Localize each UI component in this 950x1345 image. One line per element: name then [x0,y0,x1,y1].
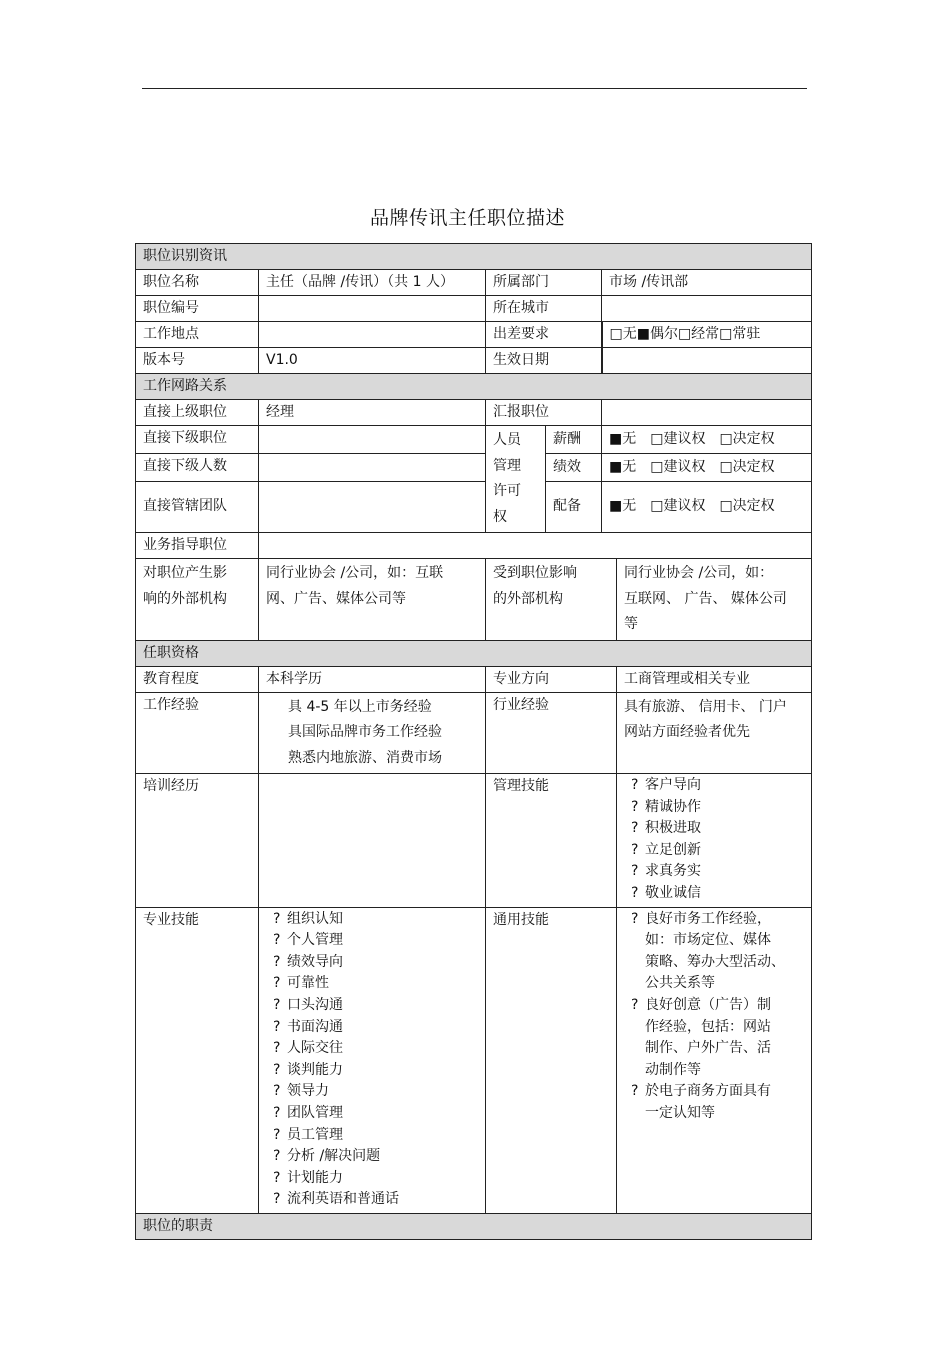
label-subordinate: 直接下级职位 [136,426,259,454]
text-line: 熟悉内地旅游、消费市场 [288,749,442,766]
section-duties: 职位的职责 [136,1213,812,1239]
label-subordinate-count: 直接下级人数 [136,453,259,481]
text-line: 同行业协会 /公司，如： [624,565,774,581]
label-training: 培训经历 [136,774,259,908]
authority-value-performance: ■无 □建议权 □决定权 [602,453,812,481]
text-line: 受到职位影响 [493,565,577,581]
list-item: ? 积极进取 [631,820,701,837]
label-work-experience: 工作经验 [136,692,259,774]
label-team: 直接管辖团队 [136,481,259,532]
label-effective-date: 生效日期 [486,348,602,374]
label-professional-skills: 专业技能 [136,907,259,1213]
list-item: ? 口头沟通 [273,996,343,1013]
list-item: ? 良好创意（广告）制 [631,996,771,1013]
value-major: 工商管理或相关专业 [617,666,812,692]
authority-line: 许可 [493,483,521,499]
value-management-skills [617,774,812,908]
list-item: ? 於电子商务方面具有 [631,1083,771,1100]
section-identity: 职位识别资讯 [136,244,812,270]
text-line: 网、广告、媒体公司等 [266,590,406,607]
label-general-skills: 通用技能 [486,907,617,1213]
value-department: 市场 /传讯部 [602,270,812,296]
text-line: 如：市场定位、媒体 [645,932,771,949]
authority-item-staffing: 配备 [546,481,602,532]
label-travel: 出差要求 [486,322,602,348]
authority-line: 权 [493,508,507,525]
label-city: 所在城市 [486,296,602,322]
list-item: ? 良好市务工作经验， [631,910,771,927]
list-item: ? 计划能力 [273,1169,343,1186]
label-report-to: 汇报职位 [486,400,602,426]
value-influenced [617,559,812,641]
label-management-skills: 管理技能 [486,774,617,908]
value-subordinate [259,426,486,454]
list-item: ? 客户导向 [631,777,701,793]
text-line: 策略、筹办大型活动、 [645,953,785,970]
list-item: ? 流利英语和普通话 [273,1191,399,1208]
text-line: 对职位产生影 [143,565,227,581]
job-description-table [135,243,812,1240]
label-work-location: 工作地点 [136,322,259,348]
text-line: 同行业协会 /公司，如：互联 [266,565,444,581]
value-travel: □无■偶尔□经常□常驻 [602,322,812,348]
value-work-location [259,322,486,348]
list-item: ? 个人管理 [273,932,343,949]
text-line: 响的外部机构 [143,590,227,607]
list-item: ? 分析 /解决问题 [273,1148,381,1165]
value-professional-skills [259,907,486,1213]
authority-value-salary: ■无 □建议权 □决定权 [602,426,812,454]
text-line: 一定认知等 [645,1104,715,1121]
value-industry-experience [617,692,812,774]
value-training [259,774,486,908]
text-line: 具国际品牌市务工作经验 [288,724,442,740]
list-item: ? 组织认知 [273,910,343,927]
label-industry-experience: 行业经验 [486,692,617,774]
document-title: 品牌传讯主任职位描述 [369,207,565,229]
value-position-code [259,296,486,322]
label-major: 专业方向 [486,666,617,692]
label-department: 所属部门 [486,270,602,296]
label-position-code: 职位编号 [136,296,259,322]
value-subordinate-count [259,453,486,481]
value-report-to [602,400,812,426]
text-line: 的外部机构 [493,590,563,607]
value-version: V1.0 [259,348,486,374]
label-superior: 直接上级职位 [136,400,259,426]
value-city [602,296,812,322]
value-general-skills [617,907,812,1213]
text-line: 作经验，包括：网站 [645,1018,771,1035]
list-item: ? 精诚协作 [631,798,701,815]
text-line: 等 [624,616,638,632]
list-item: ? 员工管理 [273,1126,343,1143]
value-guidance [259,533,812,559]
label-authority [486,426,546,533]
value-work-experience [259,692,486,774]
label-education: 教育程度 [136,666,259,692]
text-line: 具 4-5 年以上市务经验 [288,698,432,715]
list-item: ? 团队管理 [273,1104,343,1121]
text-line: 互联网、 广告、 媒体公司 [624,590,787,607]
list-item: ? 立足创新 [631,841,701,858]
section-qualification: 任职资格 [136,640,812,666]
list-item: ? 求真务实 [631,863,701,880]
text-line: 动制作等 [645,1061,701,1078]
value-education: 本科学历 [259,666,486,692]
label-influenced [486,559,617,641]
list-item: ? 绩效导向 [273,953,343,970]
text-line: 公共关系等 [645,975,715,992]
text-line: 具有旅游、 信用卡、 门户 [624,698,787,715]
value-superior: 经理 [259,400,486,426]
list-item: ? 书面沟通 [273,1018,343,1035]
label-position-name: 职位名称 [136,270,259,296]
header-rule [142,88,807,89]
text-line: 网站方面经验者优先 [624,724,750,740]
list-item: ? 人际交往 [273,1040,343,1057]
value-influencers [259,559,486,641]
label-guidance: 业务指导职位 [136,533,259,559]
value-position-name: 主任（品牌 /传讯）（共 1 人） [259,270,486,296]
label-version: 版本号 [136,348,259,374]
authority-line: 人员 [493,432,521,448]
authority-item-salary: 薪酬 [546,426,602,454]
text-line: 制作、户外广告、活 [645,1040,771,1057]
list-item: ? 谈判能力 [273,1061,343,1078]
authority-value-staffing: ■无 □建议权 □决定权 [602,481,812,532]
authority-line: 管理 [493,457,521,474]
section-network: 工作网路关系 [136,374,812,400]
list-item: ? 可靠性 [273,975,329,992]
label-influencers [136,559,259,641]
list-item: ? 领导力 [273,1083,329,1100]
authority-item-performance: 绩效 [546,453,602,481]
list-item: ? 敬业诚信 [631,884,701,901]
value-team [259,481,486,532]
value-effective-date [602,348,812,374]
